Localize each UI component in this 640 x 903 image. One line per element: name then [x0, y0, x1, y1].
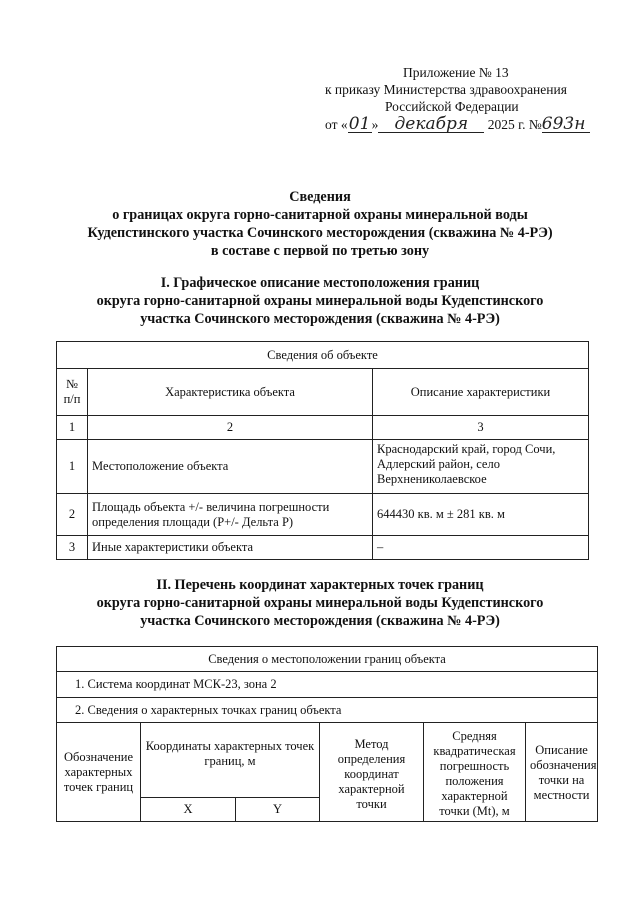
ministry-country: Российской Федерации [385, 99, 519, 114]
date-mid: » [371, 117, 379, 132]
date-day-handwritten: 01 [348, 114, 371, 134]
header-method: Метод определения координат характерной точки [320, 723, 424, 822]
section1-title-line1: I. Графическое описание местоположения границ [160, 275, 480, 291]
table-row [57, 494, 589, 536]
order-reference: к приказу Министерства здравоохранения [325, 82, 567, 97]
section1-title-line2: округа горно-санитарной охраны минеральной воды Кудепстинского [96, 293, 544, 309]
section2-title-line1: II. Перечень координат характерных точек границ [156, 577, 484, 593]
header-point-designation: Обозначение характерных точек границ [57, 723, 141, 822]
row-characteristic: Местоположение объекта [88, 440, 373, 494]
row-description: – [373, 536, 589, 560]
points-caption: 2. Сведения о характерных точках границ объекта [57, 698, 598, 723]
row-characteristic: Площадь объекта +/- величина погрешности определения площади (P+/- Дельта P) [88, 494, 373, 536]
boundary-coordinates-table [56, 646, 598, 822]
main-title-line3: Кудепстинского участка Сочинского месторождения (скважина № 4-РЭ) [87, 225, 553, 241]
header-mean-error: Средняя квадратическая погрешность положения характерной точки (Mt), м [424, 723, 526, 822]
table-row [57, 440, 589, 494]
row-number: 1 [57, 440, 88, 494]
appendix-label: Приложение № 13 [403, 65, 509, 80]
section2-title-line3: участка Сочинского месторождения (скважина № 4-РЭ) [140, 613, 500, 629]
table2-caption: Сведения о местоположении границ объекта [57, 647, 598, 672]
table1-caption: Сведения об объекте [57, 342, 589, 369]
main-title-line4: в составе с первой по третью зону [210, 243, 430, 259]
table1-colnum-3: 3 [373, 416, 589, 440]
main-title [40, 188, 600, 260]
section2-title-line2: округа горно-санитарной охраны минеральной воды Кудепстинского [96, 595, 544, 611]
header-x: X [141, 797, 236, 821]
main-title-line2: о границах округа горно-санитарной охраны минеральной воды [112, 207, 528, 223]
date-month-handwritten: декабря [378, 116, 484, 133]
table1-header-number: № п/п [57, 369, 88, 416]
table1-header-description: Описание характеристики [373, 369, 589, 416]
header-coordinates: Координаты характерных точек границ, м [141, 723, 320, 798]
order-date-line [325, 116, 605, 136]
date-prefix: от « [325, 117, 348, 132]
header-y: Y [236, 797, 320, 821]
coordinate-system: 1. Система координат МСК-23, зона 2 [57, 672, 598, 698]
row-characteristic: Иные характеристики объекта [88, 536, 373, 560]
table1-colnum-1: 1 [57, 416, 88, 440]
object-info-table [56, 341, 589, 560]
row-number: 3 [57, 536, 88, 560]
date-year: 2025 г. № [487, 117, 542, 132]
doc-number-handwritten: 693н [542, 116, 590, 133]
section1-title [40, 274, 600, 328]
table-row [57, 536, 589, 560]
main-title-line1: Сведения [289, 189, 351, 205]
row-number: 2 [57, 494, 88, 536]
section2-title [40, 576, 600, 630]
row-description: 644430 кв. м ± 281 кв. м [373, 494, 589, 536]
table1-colnum-2: 2 [88, 416, 373, 440]
row-description: Краснодарский край, город Сочи, Адлерский район, село Верхнениколаевское [373, 440, 589, 494]
header-point-description: Описание обозначения точки на местности [526, 723, 598, 822]
table1-header-characteristic: Характеристика объекта [88, 369, 373, 416]
section1-title-line3: участка Сочинского месторождения (скважина № 4-РЭ) [140, 311, 500, 327]
